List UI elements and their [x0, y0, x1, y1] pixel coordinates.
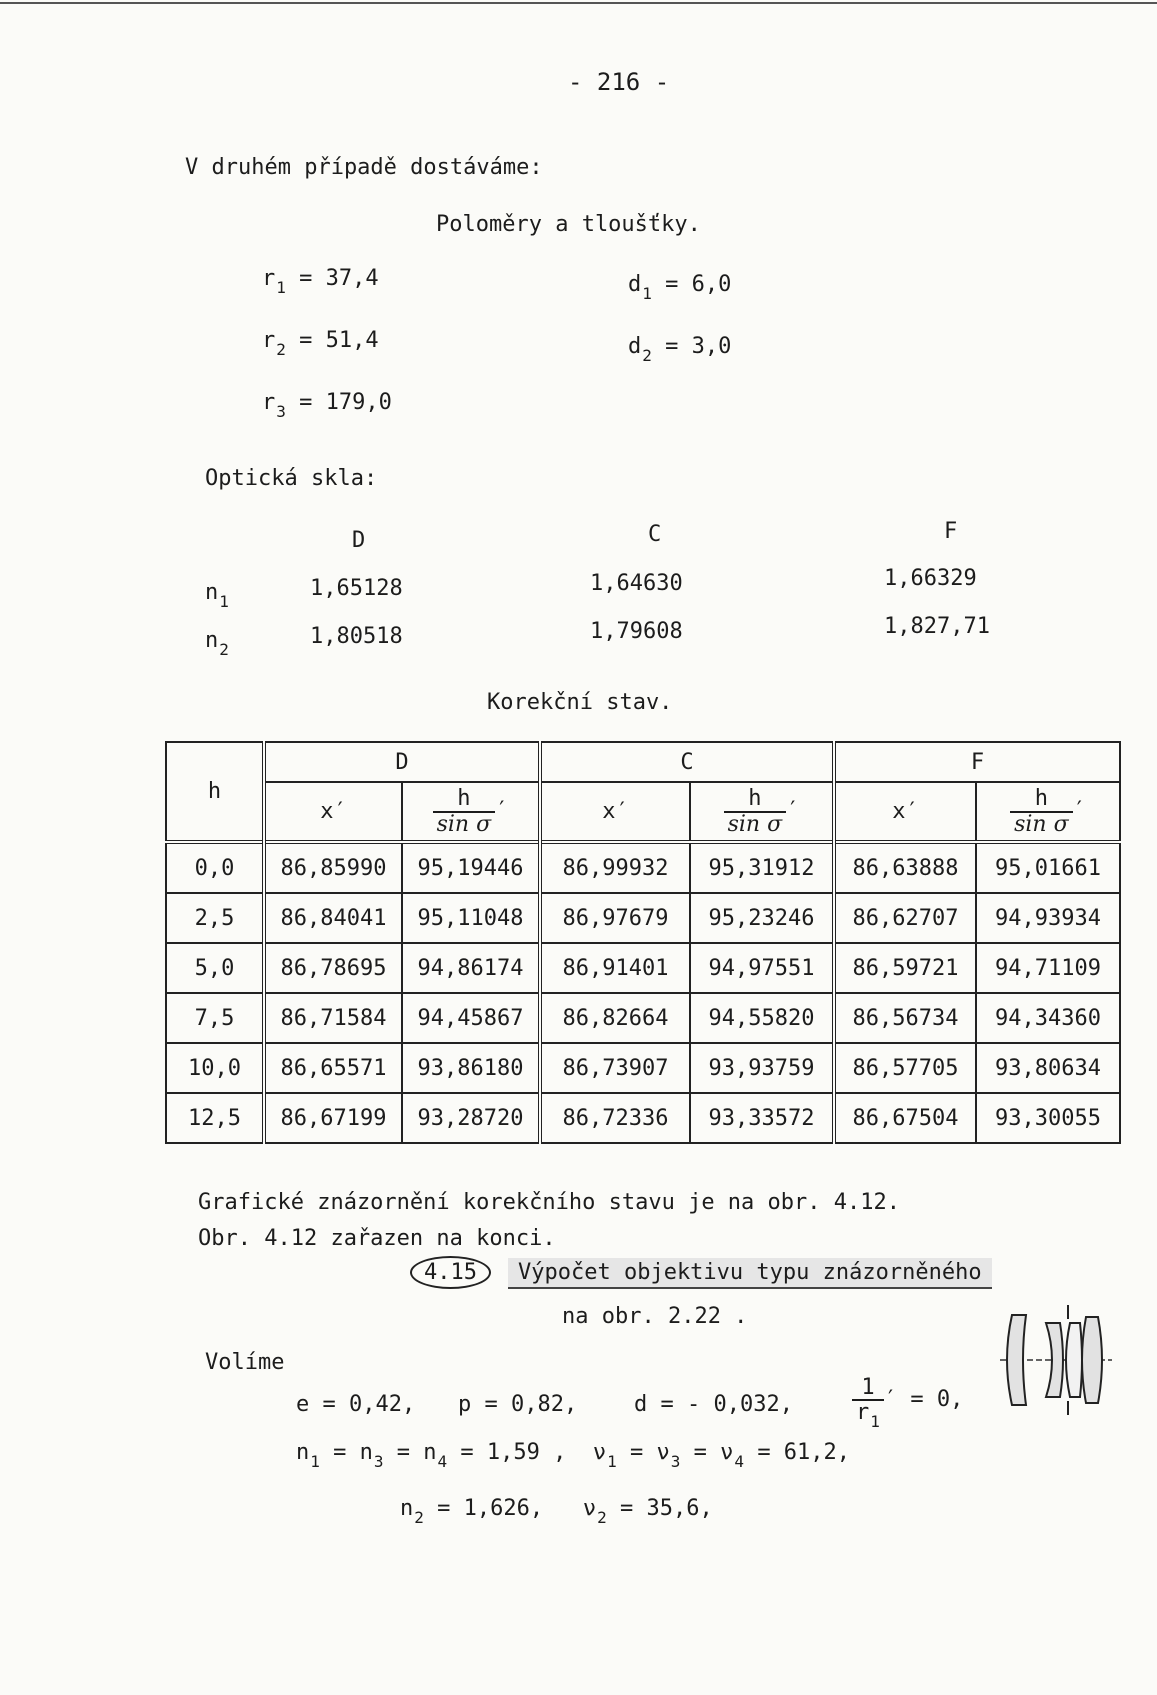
header-D-x: x′	[264, 782, 402, 842]
cell-F-frac: 93,30055	[976, 1093, 1120, 1143]
header-h: h	[166, 742, 264, 842]
cell-F-frac: 94,34360	[976, 993, 1120, 1043]
table-header-group-row	[166, 742, 1120, 782]
thickness-d1: $d_1 = 6,0$	[628, 272, 732, 303]
table-row	[166, 943, 1120, 993]
table-row	[166, 1093, 1120, 1143]
cell-C-frac: 95,31912	[690, 842, 834, 893]
correction-table	[165, 741, 1121, 1144]
cell-h: 5,0	[166, 943, 264, 993]
header-group-F: F	[834, 742, 1120, 782]
cell-C-frac: 94,97551	[690, 943, 834, 993]
header-C-x: x′	[540, 782, 690, 842]
header-C-frac: $\frac{h}{\text{sin σ}}$ ′	[690, 782, 834, 842]
cell-D-frac: 93,86180	[402, 1043, 540, 1093]
param-p: p = 0,82,	[458, 1392, 578, 1417]
cell-D-frac: 95,11048	[402, 893, 540, 943]
cell-h: 2,5	[166, 893, 264, 943]
graphic-note-2: Obr. 4.12 zařazen na konci.	[198, 1226, 556, 1251]
glass-n1-F: 1,66329	[884, 566, 977, 591]
page-number: - 216 -	[568, 68, 670, 96]
cell-C-x: 86,97679	[540, 893, 690, 943]
cell-C-frac: 95,23246	[690, 893, 834, 943]
cell-h: 7,5	[166, 993, 264, 1043]
radii-heading: Poloměry a tloušťky.	[436, 212, 701, 237]
section-title-line-2: na obr. 2.22 .	[562, 1304, 748, 1329]
cell-D-x: 86,71584	[264, 993, 402, 1043]
header-group-D: D	[264, 742, 540, 782]
volime-label: Volíme	[205, 1350, 285, 1375]
glass-col-C: C	[648, 522, 662, 547]
glass-n1-C: 1,64630	[590, 571, 683, 596]
header-group-C: C	[540, 742, 834, 782]
param-r1-inverse: $\frac{1}{r_1}$ ′ = 0,	[852, 1376, 963, 1424]
cell-C-x: 86,72336	[540, 1093, 690, 1143]
section-number: 4.15	[410, 1260, 491, 1285]
cell-F-frac: 95,01661	[976, 842, 1120, 893]
cell-F-frac: 94,71109	[976, 943, 1120, 993]
cell-D-frac: 94,45867	[402, 993, 540, 1043]
param-n2-line: $n_2 = 1,626$, $\nu_2 = 35,6$,	[400, 1496, 713, 1527]
param-e: e = 0,42,	[296, 1392, 416, 1417]
cell-F-frac: 94,93934	[976, 893, 1120, 943]
radius-r1: $r_1 = 37,4$	[262, 266, 379, 297]
header-F-frac: $\frac{h}{\text{sin σ}}$ ′	[976, 782, 1120, 842]
graphic-note-1: Grafické znázornění korekčního stavu je na obr. 4.12.	[198, 1190, 900, 1215]
table-row	[166, 1043, 1120, 1093]
cell-D-x: 86,78695	[264, 943, 402, 993]
cell-D-x: 86,67199	[264, 1093, 402, 1143]
cell-D-x: 86,84041	[264, 893, 402, 943]
cell-h: 12,5	[166, 1093, 264, 1143]
glass-col-D: D	[352, 528, 366, 553]
cell-C-frac: 93,93759	[690, 1043, 834, 1093]
header-F-x: x′	[834, 782, 976, 842]
table-header-sub-row	[166, 782, 1120, 842]
cell-F-x: 86,62707	[834, 893, 976, 943]
glass-row-n1-label: $n_1$	[205, 580, 229, 611]
cell-h: 10,0	[166, 1043, 264, 1093]
cell-F-x: 86,56734	[834, 993, 976, 1043]
cell-D-frac: 93,28720	[402, 1093, 540, 1143]
cell-D-x: 86,65571	[264, 1043, 402, 1093]
thickness-d2: $d_2 = 3,0$	[628, 334, 732, 365]
intro-text: V druhém případě dostáváme:	[185, 155, 543, 180]
glass-row-n2-label: $n_2$	[205, 628, 229, 659]
lens-diagram-icon	[1000, 1305, 1112, 1415]
cell-F-x: 86,67504	[834, 1093, 976, 1143]
param-n-line: $n_1 = n_3 = n_4 = 1,59$ , $\nu_1 = \nu_3 = \nu_4 = 61,2$,	[296, 1440, 851, 1471]
section-title-line-1: Výpočet objektivu typu znázorněného	[508, 1258, 992, 1289]
cell-F-x: 86,59721	[834, 943, 976, 993]
cell-C-x: 86,73907	[540, 1043, 690, 1093]
table-row	[166, 893, 1120, 943]
cell-D-frac: 94,86174	[402, 943, 540, 993]
glass-n1-D: 1,65128	[310, 576, 403, 601]
cell-D-frac: 95,19446	[402, 842, 540, 893]
cell-C-x: 86,82664	[540, 993, 690, 1043]
scan-top-edge	[0, 2, 1157, 4]
cell-F-frac: 93,80634	[976, 1043, 1120, 1093]
glass-n2-C: 1,79608	[590, 619, 683, 644]
table-row	[166, 842, 1120, 893]
param-d: d = - 0,032,	[634, 1392, 793, 1417]
cell-h: 0,0	[166, 842, 264, 893]
table-row	[166, 993, 1120, 1043]
cell-C-x: 86,99932	[540, 842, 690, 893]
glass-col-F: F	[944, 519, 958, 544]
cell-C-x: 86,91401	[540, 943, 690, 993]
cell-C-frac: 94,55820	[690, 993, 834, 1043]
cell-D-x: 86,85990	[264, 842, 402, 893]
radius-r2: $r_2 = 51,4$	[262, 328, 379, 359]
cell-F-x: 86,63888	[834, 842, 976, 893]
cell-C-frac: 93,33572	[690, 1093, 834, 1143]
glass-heading: Optická skla:	[205, 466, 378, 491]
glass-n2-D: 1,80518	[310, 624, 403, 649]
header-D-frac: $\frac{h}{\text{sin σ}}$ ′	[402, 782, 540, 842]
correction-heading: Korekční stav.	[487, 690, 673, 715]
glass-n2-F: 1,827,71	[884, 614, 990, 639]
cell-F-x: 86,57705	[834, 1043, 976, 1093]
radius-r3: $r_3 = 179,0$	[262, 390, 392, 421]
